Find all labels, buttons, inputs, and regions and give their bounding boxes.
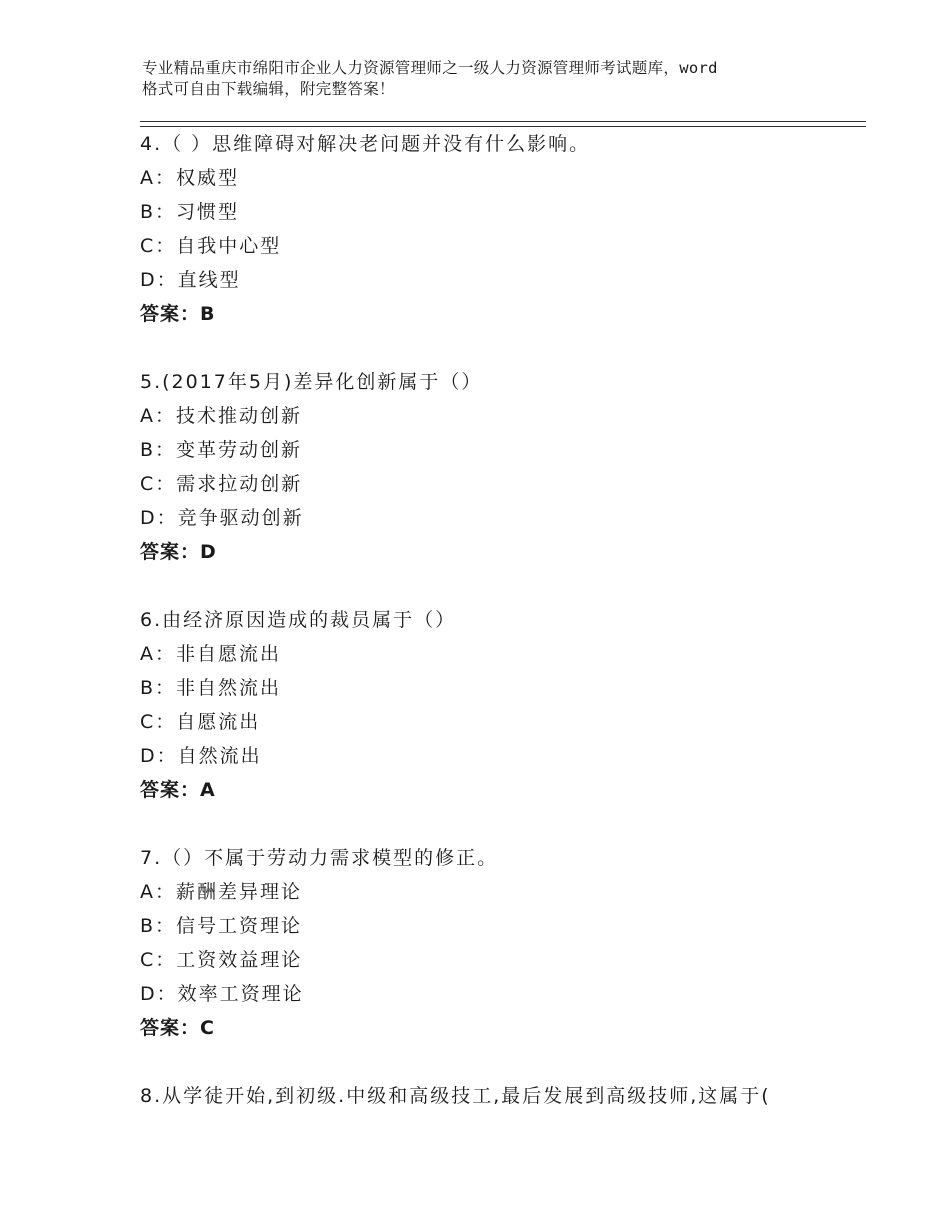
option-d: D：直线型 [140, 269, 241, 291]
question-7 [140, 841, 860, 1045]
option-c: C：工资效益理论 [140, 949, 303, 971]
option-a: A：技术推动创新 [140, 405, 302, 427]
option-d: D：自然流出 [140, 745, 262, 767]
header-line-1: 专业精品重庆市绵阳市企业人力资源管理师之一级人力资源管理师考试题库，word [142, 59, 718, 77]
option-b: B：习惯型 [140, 201, 240, 223]
answer: 答案：D [140, 541, 217, 563]
question-stem: 5.(2017年5月)差异化创新属于（） [140, 371, 483, 393]
question-list [140, 127, 860, 1147]
document-header [142, 58, 842, 100]
option-d: D：竞争驱动创新 [140, 507, 304, 529]
option-d: D：效率工资理论 [140, 983, 304, 1005]
option-c: C：自我中心型 [140, 235, 282, 257]
answer: 答案：B [140, 303, 216, 325]
header-line-2: 格式可自由下载编辑，附完整答案！ [142, 80, 395, 98]
option-a: A：薪酬差异理论 [140, 881, 302, 903]
question-stem: 8.从学徒开始,到初级.中级和高级技工,最后发展到高级技师,这属于( [140, 1085, 771, 1107]
answer: 答案：A [140, 779, 216, 801]
question-stem: 6.由经济原因造成的裁员属于（） [140, 609, 457, 631]
question-5 [140, 365, 860, 569]
option-c: C：需求拉动创新 [140, 473, 303, 495]
option-b: B：信号工资理论 [140, 915, 303, 937]
answer: 答案：C [140, 1017, 215, 1039]
option-b: B：非自然流出 [140, 677, 282, 699]
question-4 [140, 127, 860, 331]
question-8 [140, 1079, 860, 1113]
question-stem: 4.（ ）思维障碍对解决老问题并没有什么影响。 [140, 133, 591, 155]
question-stem: 7.（）不属于劳动力需求模型的修正。 [140, 847, 499, 869]
question-6 [140, 603, 860, 807]
option-a: A：非自愿流出 [140, 643, 281, 665]
option-a: A：权威型 [140, 167, 239, 189]
option-b: B：变革劳动创新 [140, 439, 303, 461]
option-c: C：自愿流出 [140, 711, 261, 733]
